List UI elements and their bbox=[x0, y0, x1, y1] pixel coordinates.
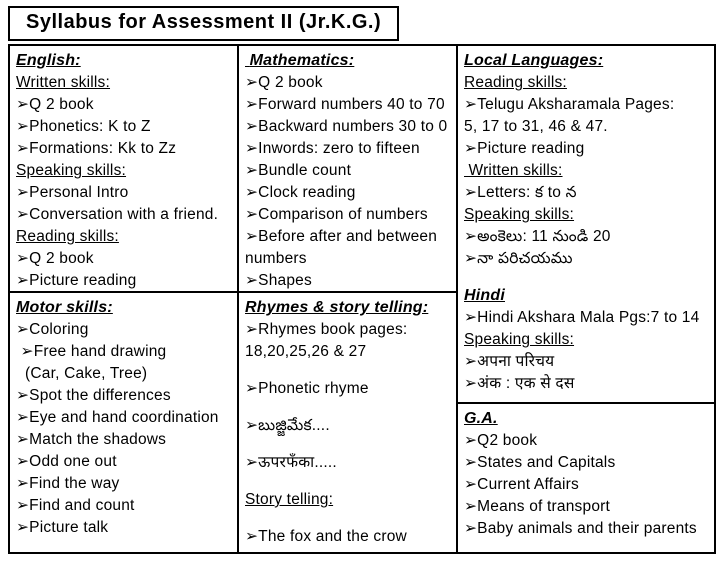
syllabus-line: ➢Find and count bbox=[16, 497, 135, 514]
syllabus-line: Rhymes & story telling: bbox=[245, 299, 429, 316]
syllabus-line: Reading skills: bbox=[16, 228, 119, 245]
syllabus-line: ➢Means of transport bbox=[464, 498, 611, 515]
page-title: Syllabus for Assessment II (Jr.K.G.) bbox=[26, 11, 382, 33]
syllabus-line: ➢अंक : एक से दस bbox=[464, 375, 575, 392]
syllabus-line: ➢Phonetic rhyme bbox=[245, 380, 369, 397]
syllabus-line: ➢Forward numbers 40 to 70 bbox=[245, 96, 445, 113]
syllabus-line: (Car, Cake, Tree) bbox=[16, 365, 148, 382]
title-box bbox=[8, 6, 399, 41]
syllabus-line: ➢Bundle count bbox=[245, 162, 352, 179]
syllabus-line bbox=[245, 363, 452, 378]
cell-motor-skills bbox=[10, 291, 237, 552]
syllabus-line: ➢ऊपरफँका..... bbox=[245, 454, 337, 471]
syllabus-line: ➢The fox and the crow bbox=[245, 528, 407, 545]
syllabus-line: Local Languages: bbox=[464, 52, 604, 69]
cell-rhymes-story-telling bbox=[239, 291, 456, 552]
cell-local-languages-hindi bbox=[458, 46, 714, 402]
syllabus-line: ➢Free hand drawing bbox=[16, 343, 167, 360]
syllabus-line: numbers bbox=[245, 250, 307, 267]
syllabus-line: Motor skills: bbox=[16, 299, 113, 316]
syllabus-line: 5, 17 to 31, 46 & 47. bbox=[464, 118, 608, 135]
syllabus-line: ➢Rhymes book pages: bbox=[245, 321, 408, 338]
syllabus-line: ➢Before after and between bbox=[245, 228, 438, 245]
syllabus-line: ➢Find the way bbox=[16, 475, 120, 492]
syllabus-line: ➢Baby animals and their parents bbox=[464, 520, 697, 537]
syllabus-line: ➢Q2 book bbox=[464, 432, 538, 449]
syllabus-line: ➢Picture talk bbox=[16, 519, 109, 536]
syllabus-table bbox=[8, 44, 716, 554]
syllabus-line bbox=[245, 400, 452, 415]
syllabus-line: ➢Match the shadows bbox=[16, 431, 167, 448]
syllabus-line: ➢Coloring bbox=[16, 321, 89, 338]
syllabus-line: ➢Eye and hand coordination bbox=[16, 409, 219, 426]
syllabus-line: Reading skills: bbox=[464, 74, 567, 91]
column-left bbox=[10, 46, 237, 552]
syllabus-line: Hindi bbox=[464, 287, 505, 304]
syllabus-line: G.A. bbox=[464, 410, 498, 427]
syllabus-line: ➢Q 2 book bbox=[16, 250, 94, 267]
syllabus-line: Speaking skills: bbox=[464, 206, 575, 223]
syllabus-line: ➢నా పరిచయము bbox=[464, 250, 573, 267]
syllabus-line: ➢States and Capitals bbox=[464, 454, 616, 471]
syllabus-line: ➢Comparison of numbers bbox=[245, 206, 428, 223]
syllabus-line: 18,20,25,26 & 27 bbox=[245, 343, 367, 360]
syllabus-line: ➢Clock reading bbox=[245, 184, 356, 201]
syllabus-line bbox=[245, 437, 452, 452]
syllabus-line: ➢Conversation with a friend. bbox=[16, 206, 219, 223]
syllabus-line: Written skills: bbox=[464, 162, 563, 179]
syllabus-line: ➢Phonetics: K to Z bbox=[16, 118, 151, 135]
syllabus-line: ➢Formations: Kk to Zz bbox=[16, 140, 177, 157]
syllabus-line: ➢Telugu Aksharamala Pages: bbox=[464, 96, 675, 113]
syllabus-line: Mathematics: bbox=[245, 52, 355, 69]
syllabus-line: ➢అంకెలు: 11 నుండి 20 bbox=[464, 228, 611, 245]
syllabus-line: ➢Q 2 book bbox=[16, 96, 94, 113]
syllabus-line: ➢Q 2 book bbox=[245, 74, 323, 91]
syllabus-line: Speaking skills: bbox=[464, 331, 575, 348]
syllabus-line: ➢Backward numbers 30 to 0 bbox=[245, 118, 448, 135]
syllabus-line: ➢Shapes bbox=[245, 272, 312, 289]
syllabus-line: ➢Hindi Akshara Mala Pgs:7 to 14 bbox=[464, 309, 700, 326]
syllabus-line: ➢Current Affairs bbox=[464, 476, 579, 493]
syllabus-line: Speaking skills: bbox=[16, 162, 127, 179]
syllabus-line: ➢Spot the differences bbox=[16, 387, 171, 404]
syllabus-line: ➢Picture reading bbox=[464, 140, 585, 157]
syllabus-line: ➢Picture reading bbox=[16, 272, 137, 289]
cell-mathematics bbox=[239, 46, 456, 291]
syllabus-line: ➢Personal Intro bbox=[16, 184, 129, 201]
syllabus-line: ➢Inwords: zero to fifteen bbox=[245, 140, 420, 157]
syllabus-line: ➢Odd one out bbox=[16, 453, 117, 470]
syllabus-line: ➢अपना परिचय bbox=[464, 353, 555, 370]
syllabus-line: Story telling: bbox=[245, 491, 334, 508]
column-middle bbox=[237, 46, 456, 552]
column-right bbox=[456, 46, 714, 552]
syllabus-line bbox=[464, 270, 710, 285]
syllabus-line: English: bbox=[16, 52, 81, 69]
cell-general-awareness bbox=[458, 402, 714, 552]
cell-english bbox=[10, 46, 237, 291]
syllabus-line bbox=[245, 511, 452, 526]
syllabus-line bbox=[245, 474, 452, 489]
syllabus-line: ➢బుజ్జిమేక.... bbox=[245, 417, 330, 434]
syllabus-line: ➢Letters: క to న bbox=[464, 184, 577, 201]
syllabus-line: Written skills: bbox=[16, 74, 111, 91]
